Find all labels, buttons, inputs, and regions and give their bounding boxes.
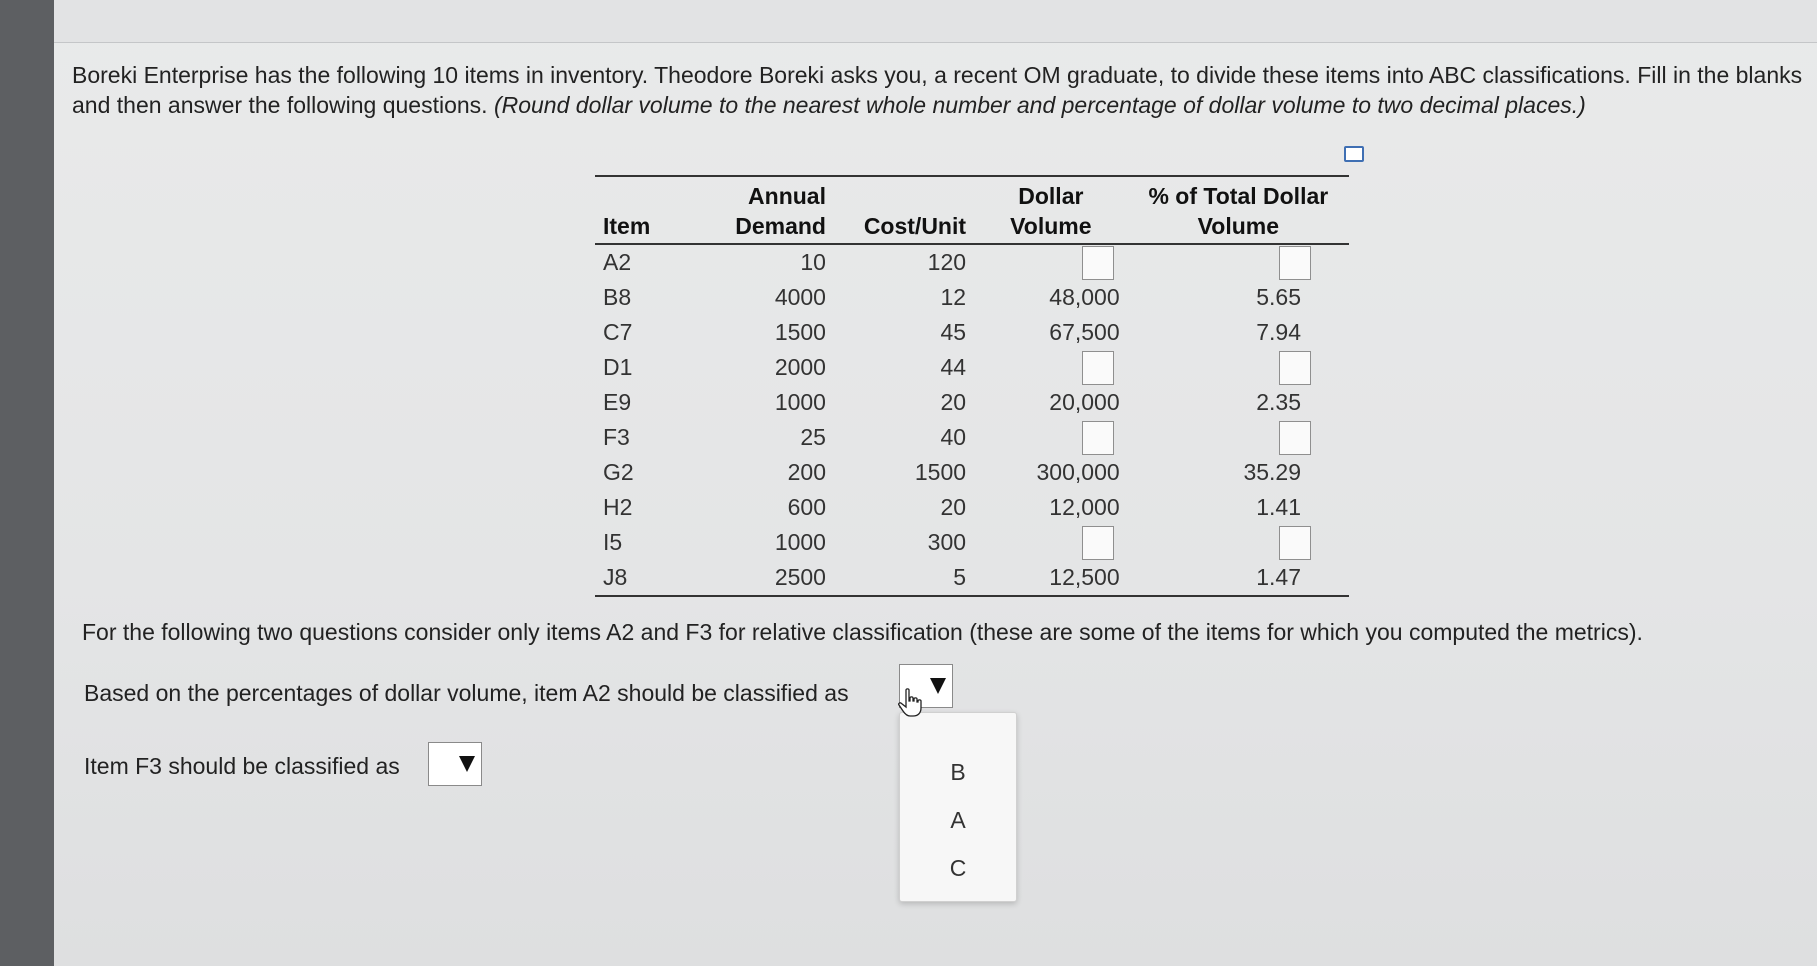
cell-cost: 20 <box>940 494 967 520</box>
cell-pct <box>1128 244 1349 280</box>
table-row <box>595 385 1349 420</box>
dollar-volume-input[interactable] <box>1082 526 1114 560</box>
table-row <box>595 280 1349 315</box>
dollar-volume-input[interactable] <box>1082 246 1114 280</box>
header-dollar-volume <box>974 176 1128 244</box>
table-row <box>595 560 1349 596</box>
header-percent-dollar-volume <box>1128 176 1349 244</box>
cell-cost: 12 <box>940 284 967 310</box>
cell-demand: 10 <box>800 249 826 275</box>
percent-input[interactable] <box>1279 246 1311 280</box>
cell-demand: 1000 <box>774 529 826 555</box>
dollar-volume-input[interactable] <box>1082 421 1114 455</box>
cell-dollar <box>974 350 1128 385</box>
cell-dollar: 48,000 <box>1049 284 1120 310</box>
cell-item: J8 <box>603 564 628 590</box>
cell-demand: 2000 <box>774 354 826 380</box>
percent-input[interactable] <box>1279 421 1311 455</box>
cell-cost: 300 <box>927 529 967 555</box>
header-dollar-line1: Dollar <box>1018 183 1084 209</box>
expand-icon[interactable] <box>1344 146 1364 162</box>
cell-item: B8 <box>603 284 632 310</box>
header-cost-unit: Cost/Unit <box>863 213 967 239</box>
header-pct-line1: % of Total Dollar <box>1148 183 1329 209</box>
dropdown-option-c[interactable]: C <box>949 855 967 881</box>
cell-dollar <box>974 525 1128 560</box>
table-header-row <box>595 176 1349 244</box>
cell-item: E9 <box>603 389 632 415</box>
cell-pct: 1.47 <box>1256 564 1301 590</box>
cell-demand: 600 <box>787 494 826 520</box>
rounding-note: (Round dollar volume to the nearest whole number and percentage of dollar volume to two decimal places.) <box>493 92 1586 118</box>
inventory-table <box>595 175 1349 597</box>
cell-pct: 7.94 <box>1256 319 1301 345</box>
cell-item: C7 <box>603 319 633 345</box>
question-a2-label: Based on the percentages of dollar volume, item A2 should be classified as <box>84 680 849 706</box>
problem-statement <box>72 60 1812 120</box>
table-row <box>595 244 1349 280</box>
table-row <box>595 350 1349 385</box>
cell-cost: 120 <box>927 249 967 275</box>
cell-cost: 44 <box>940 354 967 380</box>
top-bar <box>54 0 1817 43</box>
percent-input[interactable] <box>1279 351 1311 385</box>
cell-item: A2 <box>603 249 632 275</box>
triangle-down-icon <box>930 678 946 694</box>
table-row <box>595 420 1349 455</box>
cell-item: G2 <box>603 459 634 485</box>
triangle-down-icon <box>459 756 475 772</box>
dropdown-option-b[interactable]: B <box>950 759 966 785</box>
cell-item: I5 <box>603 529 623 555</box>
cell-dollar: 12,000 <box>1049 494 1120 520</box>
cell-item: F3 <box>603 424 630 450</box>
cell-cost: 1500 <box>914 459 967 485</box>
cell-dollar <box>974 420 1128 455</box>
table-row <box>595 315 1349 350</box>
cell-item: H2 <box>603 494 633 520</box>
table-row <box>595 490 1349 525</box>
cell-cost: 40 <box>940 424 967 450</box>
classification-dropdown-menu <box>899 712 1017 902</box>
cell-pct: 2.35 <box>1256 389 1301 415</box>
cell-cost: 20 <box>940 389 967 415</box>
cell-pct <box>1128 420 1349 455</box>
cell-dollar: 300,000 <box>1036 459 1120 485</box>
cell-demand: 2500 <box>774 564 826 590</box>
cell-demand: 25 <box>800 424 826 450</box>
dropdown-option-a[interactable]: A <box>950 807 966 833</box>
cell-demand: 4000 <box>774 284 826 310</box>
cell-pct: 5.65 <box>1256 284 1301 310</box>
cell-demand: 200 <box>787 459 826 485</box>
table-row <box>595 455 1349 490</box>
percent-input[interactable] <box>1279 526 1311 560</box>
header-annual-demand: Annual Demand <box>735 183 826 239</box>
cell-item: D1 <box>603 354 633 380</box>
header-item: Item <box>603 213 651 239</box>
cell-pct <box>1128 350 1349 385</box>
problem-text: Boreki Enterprise has the following 10 items in inventory. Theodore Boreki asks you, a recent OM graduate, to divide these items into ABC classifications. Fill in the blanks and then answer the following questions. <box>72 62 1803 118</box>
cell-pct: 1.41 <box>1256 494 1301 520</box>
cell-dollar <box>974 244 1128 280</box>
header-pct-line2: Volume <box>1197 213 1280 239</box>
cell-demand: 1000 <box>774 389 826 415</box>
cell-cost: 45 <box>940 319 967 345</box>
cell-pct: 35.29 <box>1243 459 1301 485</box>
cell-demand: 1500 <box>774 319 826 345</box>
instructions-text: For the following two questions consider only items A2 and F3 for relative classification (these are some of the items for which you computed the metrics). <box>82 619 1643 645</box>
hand-pointer-icon <box>898 688 924 718</box>
cell-dollar: 20,000 <box>1049 389 1120 415</box>
cell-dollar: 67,500 <box>1049 319 1120 345</box>
table-row <box>595 525 1349 560</box>
cell-pct <box>1128 525 1349 560</box>
cell-cost: 5 <box>953 564 967 590</box>
question-f3-label: Item F3 should be classified as <box>84 753 400 779</box>
f3-classification-select[interactable] <box>428 742 482 786</box>
dollar-volume-input[interactable] <box>1082 351 1114 385</box>
page-background <box>54 0 1817 966</box>
cell-dollar: 12,500 <box>1049 564 1120 590</box>
header-dollar-line2: Volume <box>1010 213 1092 239</box>
